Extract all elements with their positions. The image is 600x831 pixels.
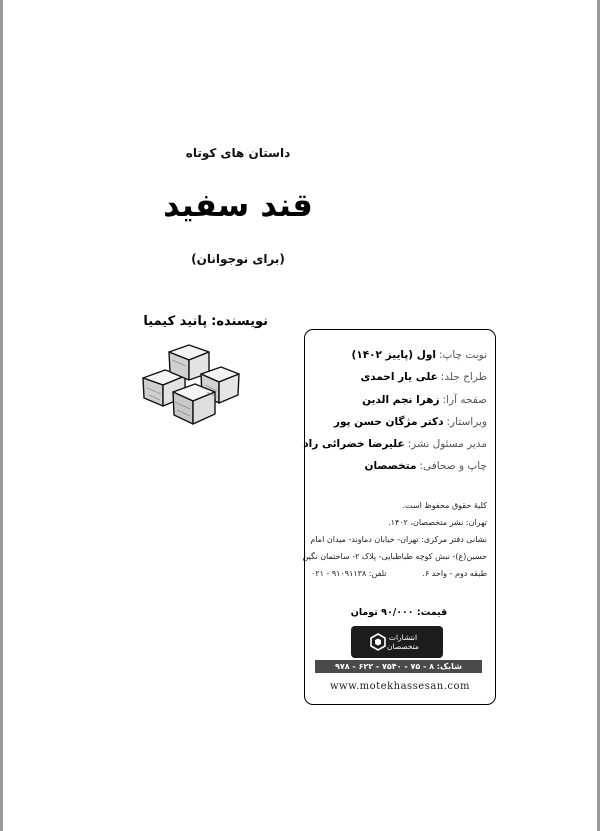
credit-label: نوبت چاپ: <box>438 349 487 361</box>
credit-value: زهرا نجم الدین <box>362 393 440 406</box>
credit-label: ویراستار: <box>446 415 487 428</box>
floor-text: طبقه دوم - واحد ۶. <box>422 569 487 578</box>
publisher-logo <box>351 626 443 658</box>
credit-row <box>311 455 487 477</box>
audience-label: (برای نوجوانان) <box>191 252 285 266</box>
isbn-bar: شابک: ۸ - ۷۵ - ۷۵۴۰ - ۶۲۲ - ۹۷۸ <box>315 660 482 673</box>
credit-label: طراح جلد: <box>440 371 487 384</box>
author-label: نویسنده: <box>211 314 268 329</box>
price-label: قیمت: ۹۰/۰۰۰ تومان <box>350 607 448 618</box>
credit-row <box>311 389 487 411</box>
series-title: داستان های کوتاه <box>185 146 291 160</box>
publisher-logo-line2: متخصصان <box>387 642 419 651</box>
author-name: پانید کیمیا <box>143 314 208 329</box>
publisher-line: تهران: نشر متخصصان، ۱۴۰۲. <box>388 518 487 527</box>
book-page <box>3 0 597 831</box>
credit-value: اول (پاییز ۱۴۰۲) <box>351 349 436 361</box>
publisher-logo-line1: انتشارات <box>388 633 418 642</box>
credit-label: چاپ و صحافی: <box>419 460 487 473</box>
author-line <box>123 314 268 329</box>
credit-row <box>303 433 487 455</box>
address-line-1: نشانی دفتر مرکزی: تهران- خیابان دماوند- میدان امام <box>310 535 487 544</box>
credit-label: مدیر مسئول نشر: <box>407 438 487 451</box>
credit-row <box>311 411 487 433</box>
credit-label: صفحه آرا: <box>442 393 487 406</box>
rights-block <box>302 497 487 582</box>
phone-text: تلفن: ۹۱۰۹۱۱۳۸ - ۰۲۱ <box>311 569 387 578</box>
address-line-2: حسین(ع)- نبش کوچه طباطبایی- پلاک ۲- ساختمان نگین <box>302 552 487 561</box>
credit-value: علی یار احمدی <box>360 371 438 384</box>
credit-row <box>311 366 487 388</box>
credits-list <box>303 344 487 478</box>
publisher-logo-icon <box>369 633 387 651</box>
website-link[interactable]: www.motekhassesan.com <box>329 681 471 692</box>
credit-row <box>311 344 487 366</box>
credit-value: دکتر مژگان حسن پور <box>333 415 444 428</box>
sugar-cubes-icon <box>135 340 243 430</box>
copyright-notice: کلیهٔ حقوق محفوظ است. <box>402 501 487 510</box>
publisher-logo-text <box>387 633 419 651</box>
colophon-box <box>304 329 496 705</box>
credit-value: علیرضا خضرائی راد <box>303 438 405 451</box>
credit-value: متخصصان <box>364 460 417 473</box>
contact-line <box>311 565 487 582</box>
book-title: قند سفید <box>163 186 313 224</box>
